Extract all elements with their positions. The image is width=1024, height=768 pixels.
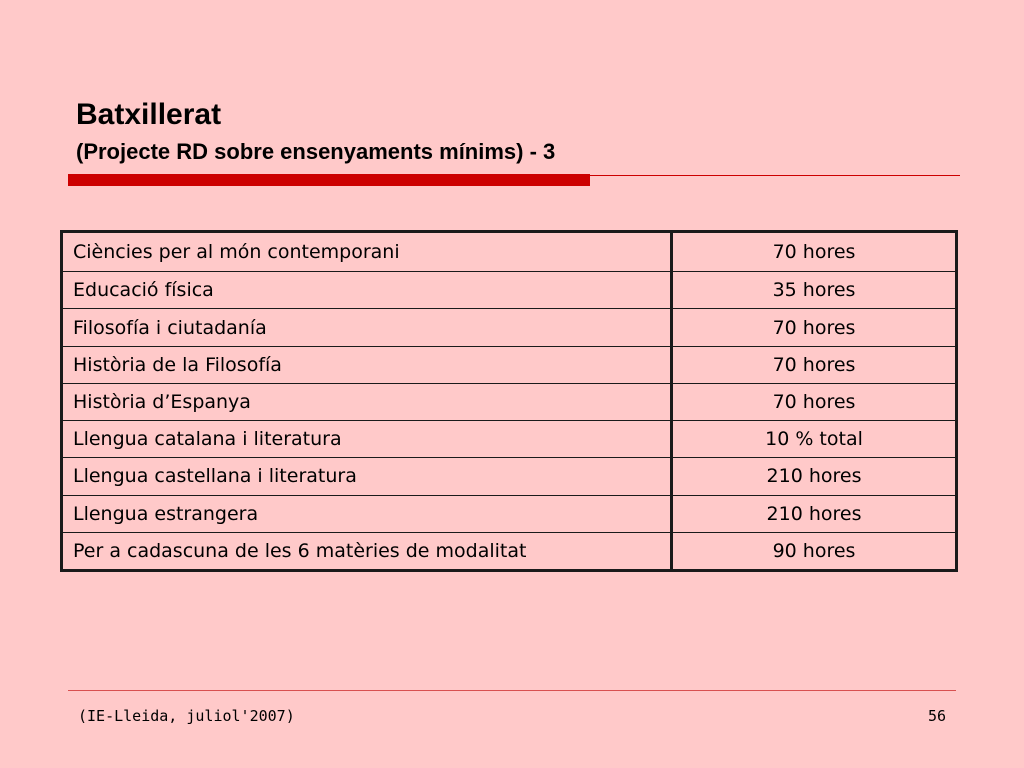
table-row bbox=[62, 532, 957, 570]
subject-cell: Filosofía i ciutadanía bbox=[62, 309, 672, 346]
table-row bbox=[62, 346, 957, 383]
subjects-hours-table bbox=[60, 230, 958, 572]
subject-cell: Història de la Filosofía bbox=[62, 346, 672, 383]
hours-cell: 70 hores bbox=[672, 383, 957, 420]
slide-subtitle: (Projecte RD sobre ensenyaments mínims) - 3 bbox=[76, 139, 556, 164]
subject-cell: Llengua catalana i literatura bbox=[62, 421, 672, 458]
page-number: 56 bbox=[927, 707, 946, 725]
table-row bbox=[62, 232, 957, 272]
title-underline-thin bbox=[590, 175, 960, 176]
footer-divider bbox=[68, 690, 956, 691]
subject-cell: Educació física bbox=[62, 272, 672, 309]
subject-cell: Ciències per al món contemporani bbox=[62, 232, 672, 272]
hours-cell: 10 % total bbox=[672, 421, 957, 458]
hours-cell: 210 hores bbox=[672, 495, 957, 532]
hours-cell: 70 hores bbox=[672, 346, 957, 383]
hours-cell: 90 hores bbox=[672, 532, 957, 570]
table-row bbox=[62, 272, 957, 309]
subject-cell: Llengua castellana i literatura bbox=[62, 458, 672, 495]
title-underline-thick bbox=[68, 174, 590, 186]
table-row bbox=[62, 495, 957, 532]
footer-source: (IE-Lleida, juliol'2007) bbox=[78, 707, 295, 725]
hours-cell: 210 hores bbox=[672, 458, 957, 495]
subject-cell: Llengua estrangera bbox=[62, 495, 672, 532]
table-row bbox=[62, 421, 957, 458]
hours-cell: 35 hores bbox=[672, 272, 957, 309]
slide-title: Batxillerat bbox=[76, 98, 222, 131]
table-row bbox=[62, 383, 957, 420]
table-row bbox=[62, 309, 957, 346]
table-row bbox=[62, 458, 957, 495]
subject-cell: Història d’Espanya bbox=[62, 383, 672, 420]
subject-cell: Per a cadascuna de les 6 matèries de modalitat bbox=[62, 532, 672, 570]
subjects-table-container bbox=[60, 230, 958, 572]
hours-cell: 70 hores bbox=[672, 309, 957, 346]
hours-cell: 70 hores bbox=[672, 232, 957, 272]
